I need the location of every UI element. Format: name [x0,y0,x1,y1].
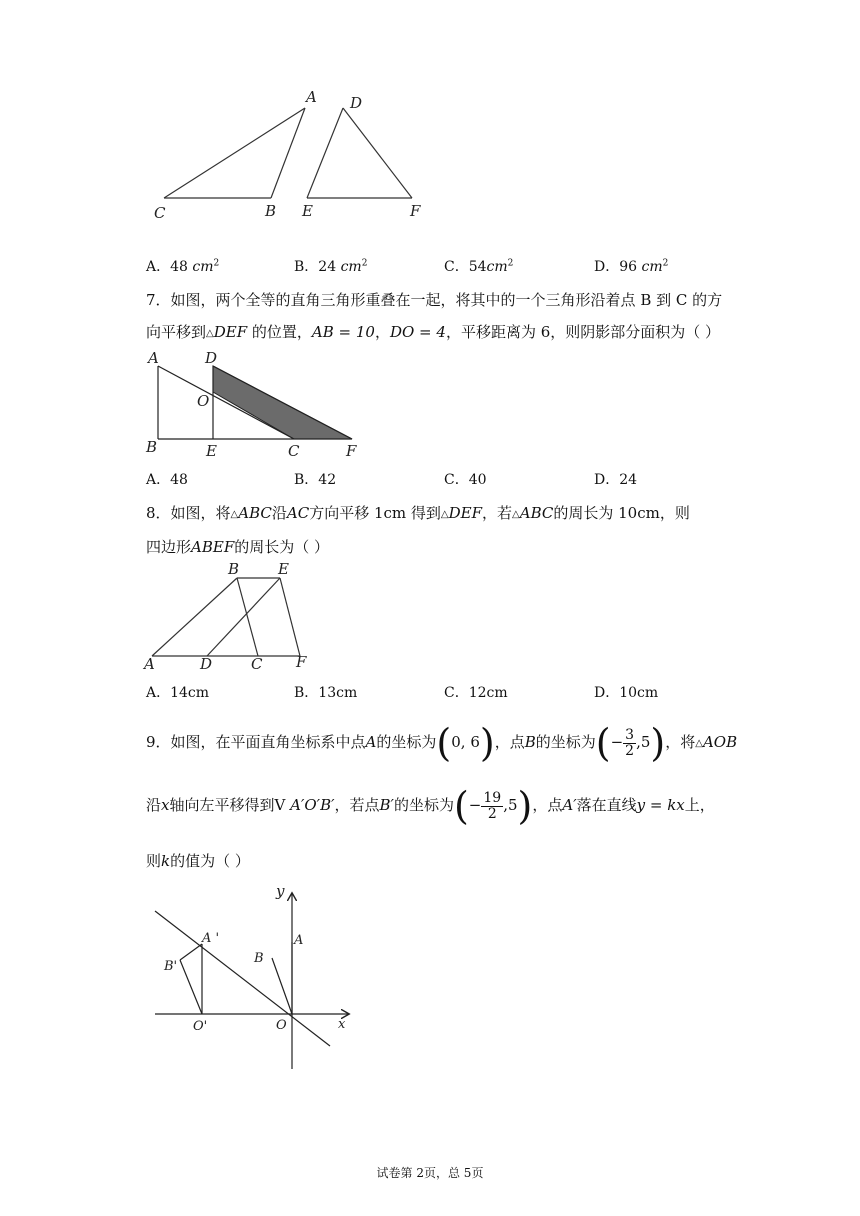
q9-label-b-prime: B' [164,959,178,974]
q8-label-e: E [278,560,289,578]
q9-figure [150,884,360,1074]
q9-label-x: x [338,1017,346,1032]
q8-option-a: A．14cm [146,685,210,701]
page-footer: 试卷第 2页，总 5页 [376,1166,484,1180]
q9-stem-line1: 9．如图，在平面直角坐标系中点A的坐标为(0, 6)，点B的坐标为(− $\frac{3}{2}$ ,5)，将△AOB [146,721,738,765]
q7-label-a: A [148,349,159,367]
q7-stem-line2: 向平移到△DEF 的位置，AB = 10，DO = 4，平移距离为 6，则阴影部分面积为（ ） [146,323,721,341]
q7-stem-line1: 7．如图，两个全等的直角三角形重叠在一起，将其中的一个三角形沿着点 B 到 C 的方 [146,291,723,309]
q7-option-b: B．42 [294,472,337,488]
q6-option-b: B．24 $cm^2$ [294,258,368,275]
q7-option-a: A．48 [146,472,188,488]
q7-label-e: E [206,442,217,460]
q6-label-c: C [154,204,166,222]
q8-label-a: A [144,655,155,673]
q7-figure [140,348,380,463]
q8-option-d: D．10cm [594,685,659,701]
q6-option-a: A．48 $cm^2$ [146,258,220,275]
q8-figure [140,560,340,678]
q7-label-b: B [146,438,158,456]
q9-label-a-prime: A ' [202,931,220,946]
q8-label-c: C [251,655,263,673]
q8-label-d: D [200,655,213,673]
q6-label-b: B [265,202,277,220]
q6-label-d: D [350,94,363,112]
q7-label-f: F [346,442,357,460]
q9-stem-line2: 沿x轴向左平移得到V A′O′B′，若点B′的坐标为(− $\frac{19}{2}$ ,5)，点A′落在直线y = kx上， [146,784,715,828]
q6-label-e: E [302,202,313,220]
q9-stem-line3: 则k的值为（ ） [146,852,250,870]
q9-label-o-prime: O' [193,1019,208,1034]
q9-label-y: y [276,882,285,900]
q7-option-d: D．24 [594,472,638,488]
q6-figure [150,90,440,230]
q9-label-b: B [254,951,264,966]
q6-label-a: A [306,88,317,106]
q9-label-o: O [276,1018,287,1033]
q6-label-f: F [410,202,421,220]
q6-option-d: D．96 $cm^2$ [594,258,669,275]
q7-label-o: O [197,392,210,410]
q6-option-c: C．$54cm^2$ [444,258,514,275]
q7-option-c: C．40 [444,472,487,488]
q8-label-f: F [296,653,307,671]
q8-stem-line1: 8．如图，将△ABC沿AC方向平移 1cm 得到△DEF，若△ABC的周长为 10cm，则 [146,504,690,522]
q9-label-a: A [294,933,304,948]
q8-option-b: B．13cm [294,685,358,701]
q8-option-c: C．12cm [444,685,508,701]
q8-stem-line2: 四边形ABEF的周长为（ ） [146,538,330,556]
q7-label-d: D [205,349,218,367]
q7-label-c: C [288,442,300,460]
q8-label-b: B [228,560,240,578]
